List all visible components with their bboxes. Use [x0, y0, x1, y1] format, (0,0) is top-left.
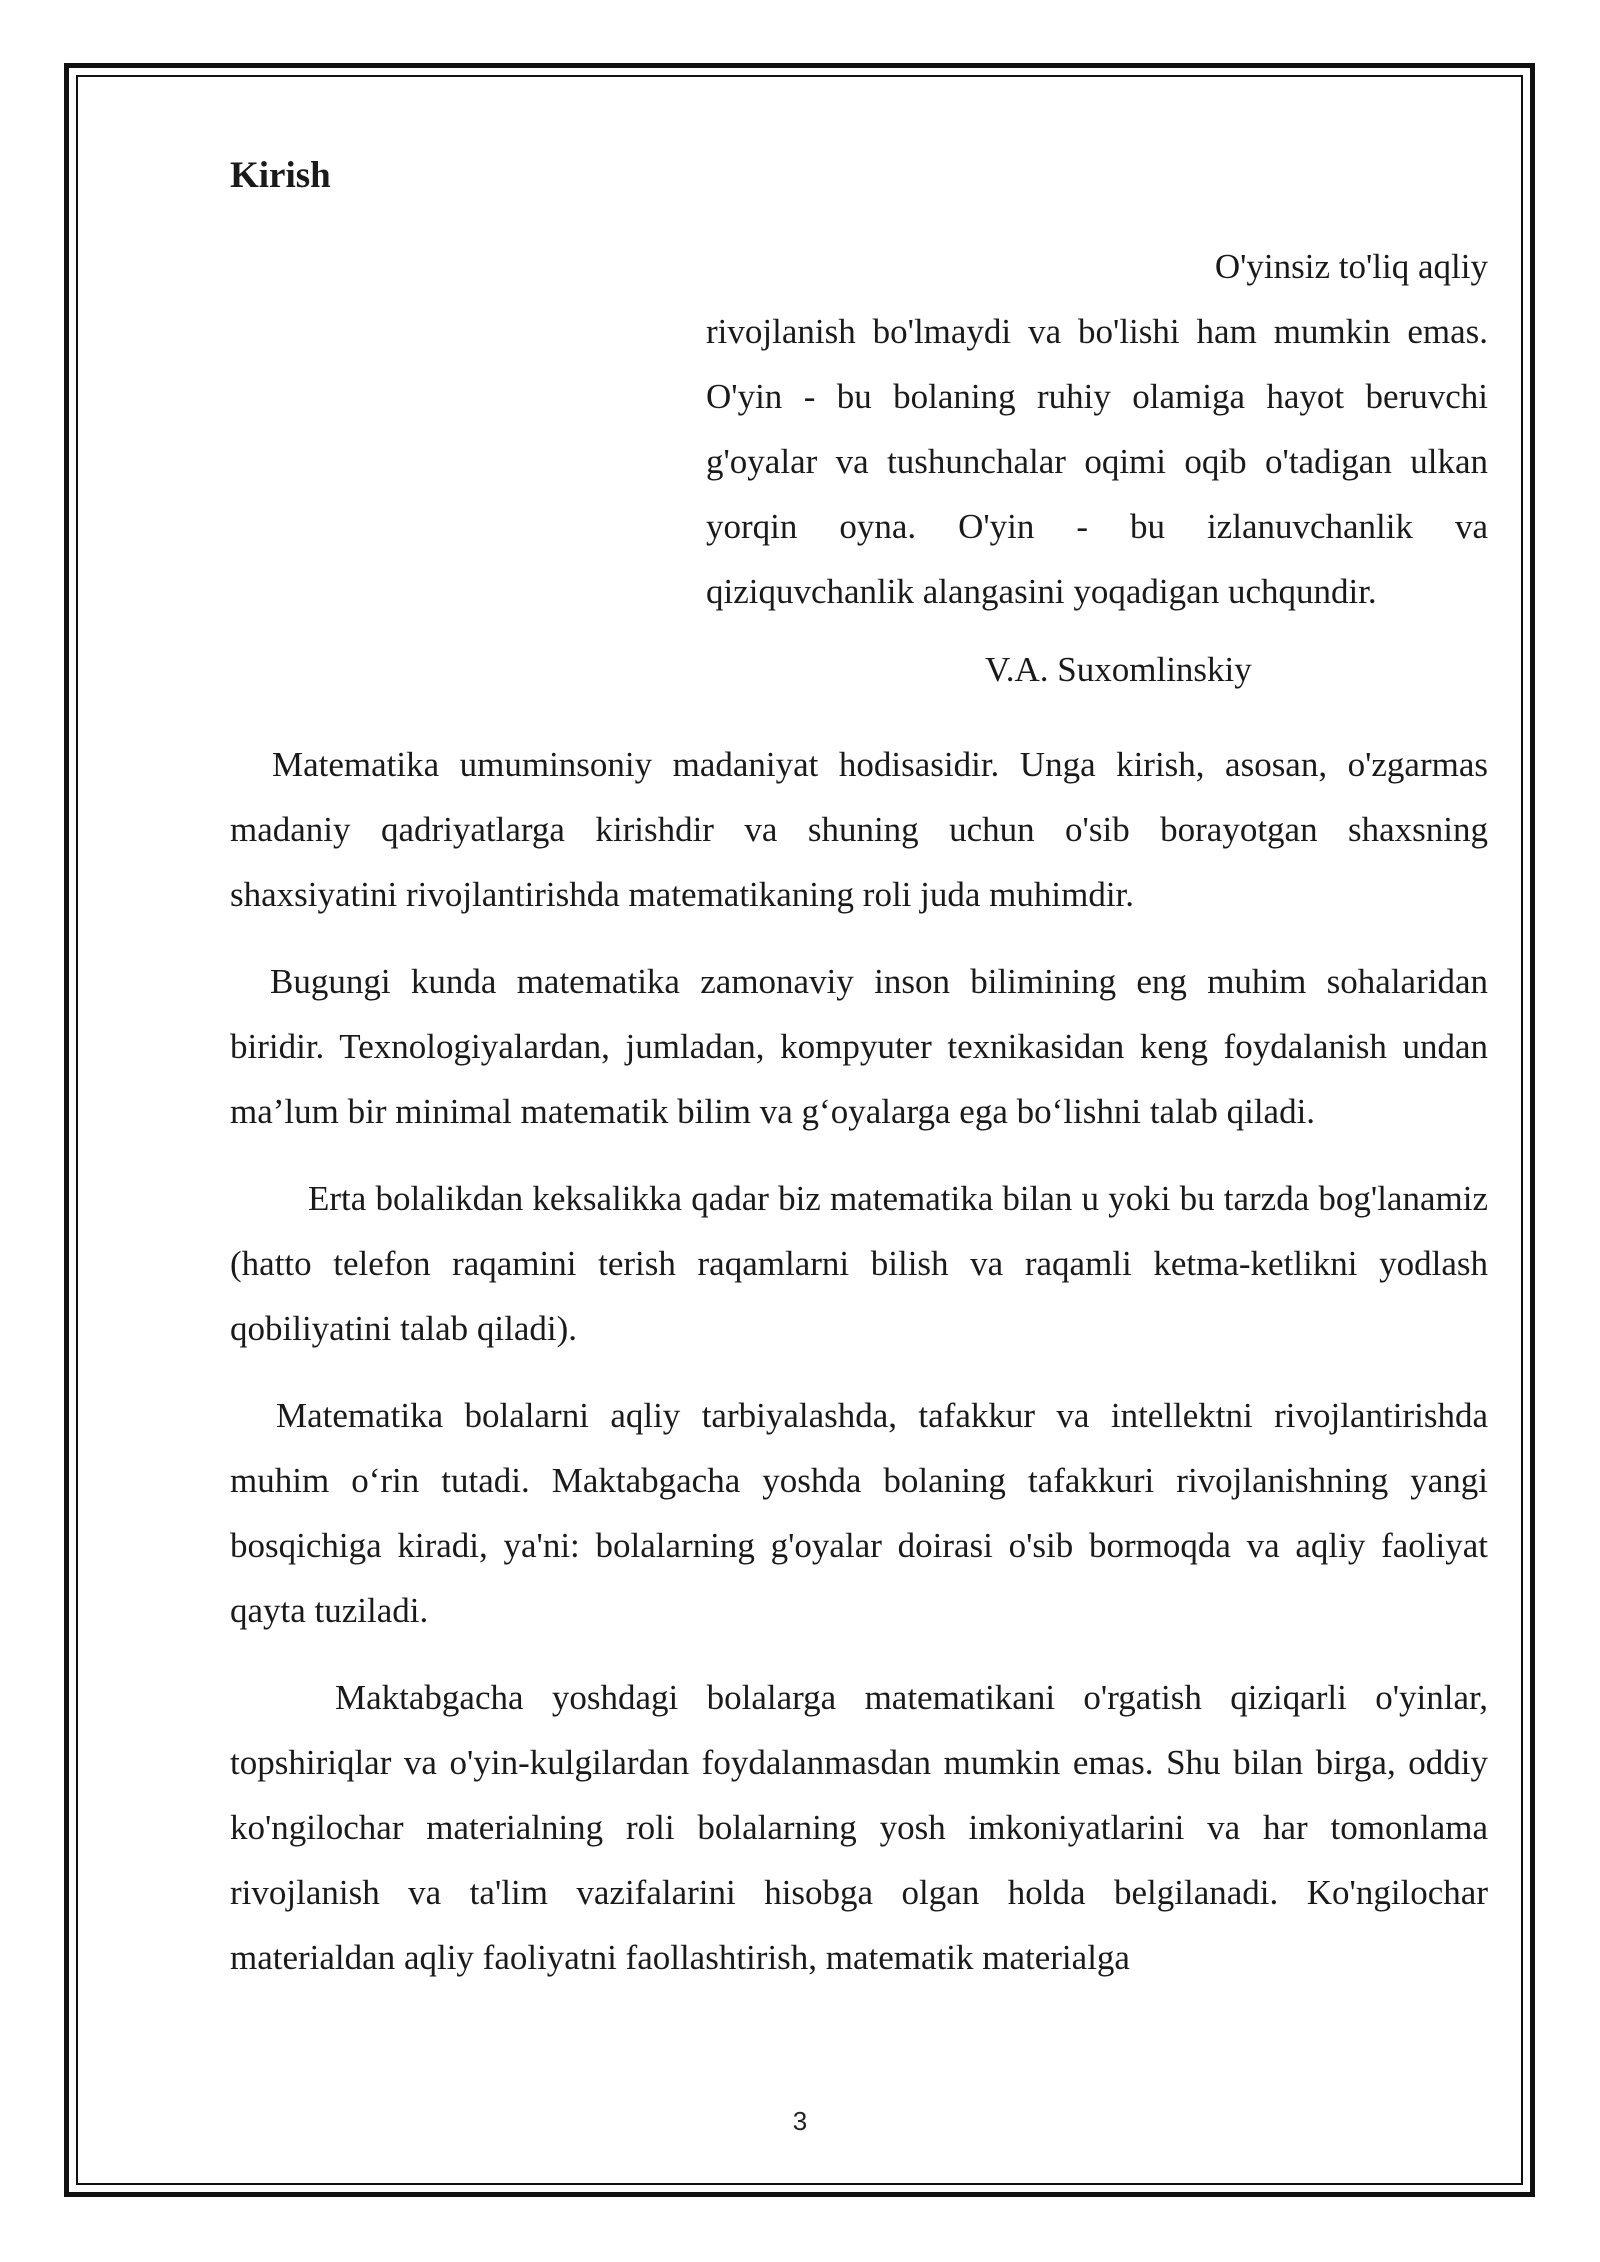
- epigraph-first-line: O'yinsiz to'liq aqliy: [1214, 247, 1488, 286]
- page-number: 3: [792, 2106, 808, 2136]
- paragraph: Matematika umuminsoniy madaniyat hodisasidir. Unga kirish, asosan, o'zgarmas madaniy qadriyatlarga kirishdir va shuning uchun o'sib borayotgan shaxsning shaxsiyatini rivojlantirishda matematikaning roli juda muhimdir.: [230, 745, 1488, 914]
- paragraph: Maktabgacha yoshdagi bolalarga matematikani o'rgatish qiziqarli o'yinlar, topshiriqlar va o'yin-kulgilardan foydalanmasdan mumkin emas. Shu bilan birga, oddiy ko'ngilochar materialning roli bolalarning yosh imkoniyatlarini va har tomonlama rivojlanish va ta'lim vazifalarini hisobga olgan holda belgilanadi. Ko'ngilochar materialdan aqliy faoliyatni faollashtirish, matematik materialga: [230, 1678, 1488, 1977]
- paragraph: Bugungi kunda matematika zamonaviy inson bilimining eng muhim sohalaridan biridir. Texnologiyalardan, jumladan, kompyuter texnikasidan keng foydalanish undan ma’lum bir minimal matematik bilim va g‘oyalarga ega bo‘lishni talab qiladi.: [230, 962, 1488, 1131]
- epigraph-text: rivojlanish bo'lmaydi va bo'lishi ham mumkin emas. O'yin - bu bolaning ruhiy olamiga hayot beruvchi g'oyalar va tushunchalar oqimi oqib o'tadigan ulkan yorqin oyna. O'yin - bu izlanuvchanlik va qiziquvchanlik alangasini yoqadigan uchqundir.: [706, 312, 1488, 611]
- section-heading: Kirish: [230, 155, 331, 196]
- epigraph-author: V.A. Suxomlinskiy: [985, 650, 1252, 689]
- page-content: [230, 148, 1488, 1990]
- epigraph-quote: [706, 234, 1488, 624]
- paragraph: Erta bolalikdan keksalikka qadar biz matematika bilan u yoki bu tarzda bog'lanamiz (hatto telefon raqamini terish raqamlarni bilish va raqamli ketma-ketlikni yodlash qobiliyatini talab qiladi).: [230, 1179, 1488, 1348]
- paragraph: Matematika bolalarni aqliy tarbiyalashda, tafakkur va intellektni rivojlantirishda muhim o‘rin tutadi. Maktabgacha yoshda bolaning tafakkuri rivojlanishning yangi bosqichiga kiradi, ya'ni: bolalarning g'oyalar doirasi o'sib bormoqda va aqliy faoliyat qayta tuziladi.: [230, 1396, 1488, 1630]
